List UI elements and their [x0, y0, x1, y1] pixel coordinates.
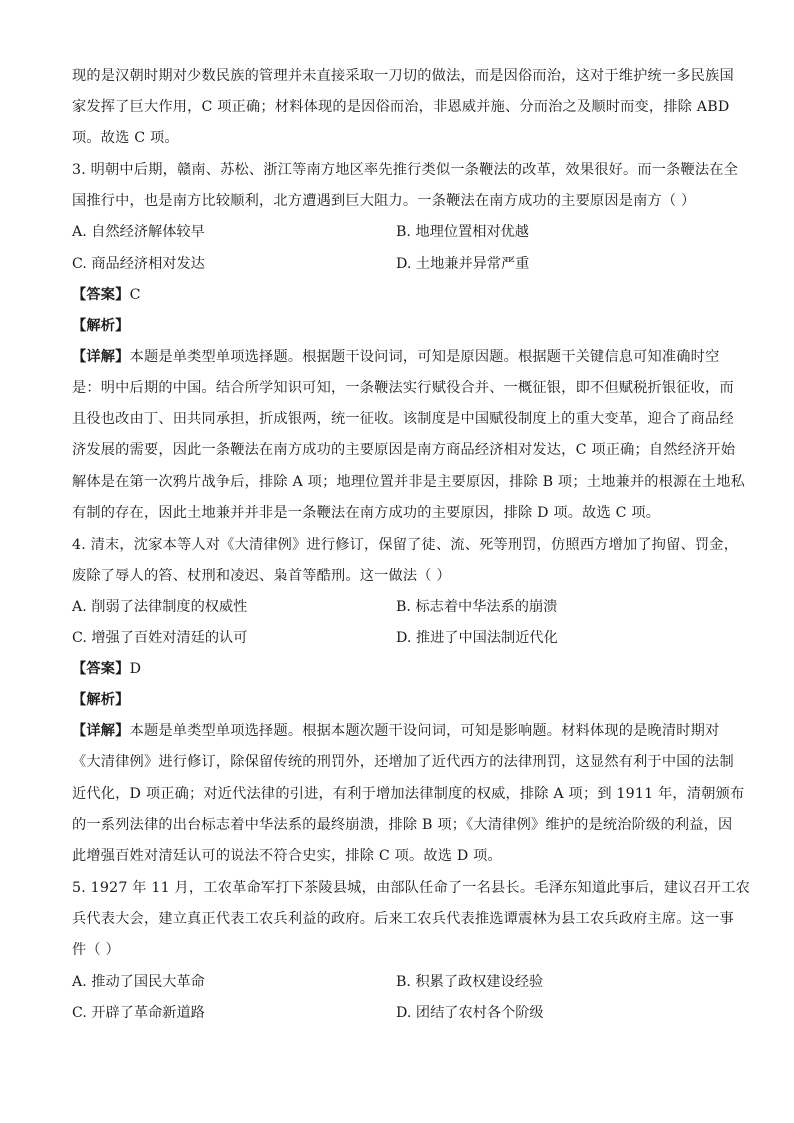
analysis-tag: 【解析】 — [72, 318, 130, 334]
q5-option-b: B. 积累了政权建设经验 — [396, 974, 544, 990]
q4-stem-line: 4. 清末，沈家本等人对《大清律例》进行修订，保留了徒、流、死等刑罚，仿照西方增加了拘留、罚金， — [72, 537, 739, 553]
q4-option-b: B. 标志着中华法系的崩溃 — [396, 599, 558, 615]
q3-option-a: A. 自然经济解体较早 — [72, 224, 205, 240]
q3-detail-line: 解体是在第一次鸦片战争后，排除 A 项；地理位置并非是主要原因，排除 B 项；土地兼并的根源在土地私 — [72, 474, 745, 490]
intro-line: 家发挥了巨大作用，C 项正确；材料体现的是因俗而治，非恩威并施、分而治之及顺时而变，排除 ABD — [72, 99, 730, 115]
q4-option-c: C. 增强了百姓对清廷的认可 — [72, 630, 248, 646]
q4-detail-line: 此增强百姓对清廷认可的说法不符合史实，排除 C 项。故选 D 项。 — [72, 848, 502, 864]
q4-answer — [72, 659, 724, 679]
detail-text: 本题是单类型单项选择题。根据题干设问词，可知是原因题。根据题干关键信息可知准确时空 — [129, 349, 720, 365]
detail-tag: 【详解】 — [72, 723, 130, 739]
analysis-tag: 【解析】 — [72, 692, 130, 708]
detail-tag: 【详解】 — [72, 349, 130, 365]
q3-detail-line: 且役也改由丁、田共同承担，折成银两，统一征收。该制度是中国赋役制度上的重大变革，迎合了商品经 — [72, 411, 734, 427]
q3-answer — [72, 285, 724, 305]
q5-stem-line: 5. 1927 年 11 月，工农革命军打下茶陵县城，由部队任命了一名县长。毛泽东知道此事后，建议召开工农 — [72, 880, 751, 896]
q4-detail-line: 近代化，D 项正确；对近代法律的引进，有利于增加法律制度的权威，排除 A 项；到 1911 年，清朝颁布 — [72, 786, 745, 802]
q5-stem-line: 兵代表大会，建立真正代表工农兵利益的政府。后来工农兵代表推选谭震林为县工农兵政府主席。这一事 — [72, 911, 734, 927]
q3-option-c: C. 商品经济相对发达 — [72, 256, 205, 272]
answer-value: C — [129, 287, 141, 303]
q3-stem-line: 国推行中，也是南方比较顺利，北方遭遇到巨大阻力。一条鞭法在南方成功的主要原因是南方（ ） — [72, 193, 696, 209]
q4-detail-line — [72, 721, 724, 741]
intro-line: 项。故选 C 项。 — [72, 130, 179, 146]
answer-tag: 【答案】 — [72, 287, 130, 303]
q3-option-b: B. 地理位置相对优越 — [396, 224, 529, 240]
q4-detail-line: 的一系列法律的出台标志着中华法系的最终崩溃，排除 B 项；《大清律例》维护的是统治阶级的利益，因 — [72, 817, 733, 833]
q3-detail-line: 是：明中后期的中国。结合所学知识可知，一条鞭法实行赋役合并、一概征银，即不但赋税折银征收，而 — [72, 380, 734, 396]
intro-line: 现的是汉朝时期对少数民族的管理并未直接采取一刀切的做法，而是因俗而治，这对于维护统一多民族国 — [72, 68, 734, 84]
q3-detail-line: 济发展的需要，因此一条鞭法在南方成功的主要原因是南方商品经济相对发达，C 项正确；自然经济开始 — [72, 442, 736, 458]
q3-stem-line: 3. 明朝中后期，赣南、苏松、浙江等南方地区率先推行类似一条鞭法的改革，效果很好。而一条鞭法在全 — [72, 162, 739, 178]
q5-stem-line: 件（ ） — [72, 942, 120, 958]
detail-text: 本题是单类型单项选择题。根据本题次题干设问词，可知是影响题。材料体现的是晚清时期对 — [129, 723, 720, 739]
q4-option-d: D. 推进了中国法制近代化 — [396, 630, 558, 646]
answer-value: D — [129, 661, 142, 677]
answer-tag: 【答案】 — [72, 661, 130, 677]
q3-detail-line: 有制的存在，因此土地兼并并非是一条鞭法在南方成功的主要原因，排除 D 项。故选 C 项。 — [72, 505, 661, 521]
q3-option-d: D. 土地兼并异常严重 — [396, 256, 530, 272]
q3-analysis-tag — [72, 316, 724, 336]
q4-stem-line: 废除了辱人的笞、杖刑和凌迟、枭首等酷刑。这一做法（ ） — [72, 568, 451, 584]
q4-analysis-tag — [72, 690, 724, 710]
q5-option-d: D. 团结了农村各个阶级 — [396, 1005, 544, 1021]
q5-option-c: C. 开辟了革命新道路 — [72, 1005, 205, 1021]
q4-detail-line: 《大清律例》进行修订，除保留传统的刑罚外，还增加了近代西方的法律刑罚，这显然有利于中国的法制 — [72, 754, 734, 770]
q4-option-a: A. 削弱了法律制度的权威性 — [72, 599, 248, 615]
q3-detail-line — [72, 347, 724, 367]
q5-option-a: A. 推动了国民大革命 — [72, 974, 205, 990]
